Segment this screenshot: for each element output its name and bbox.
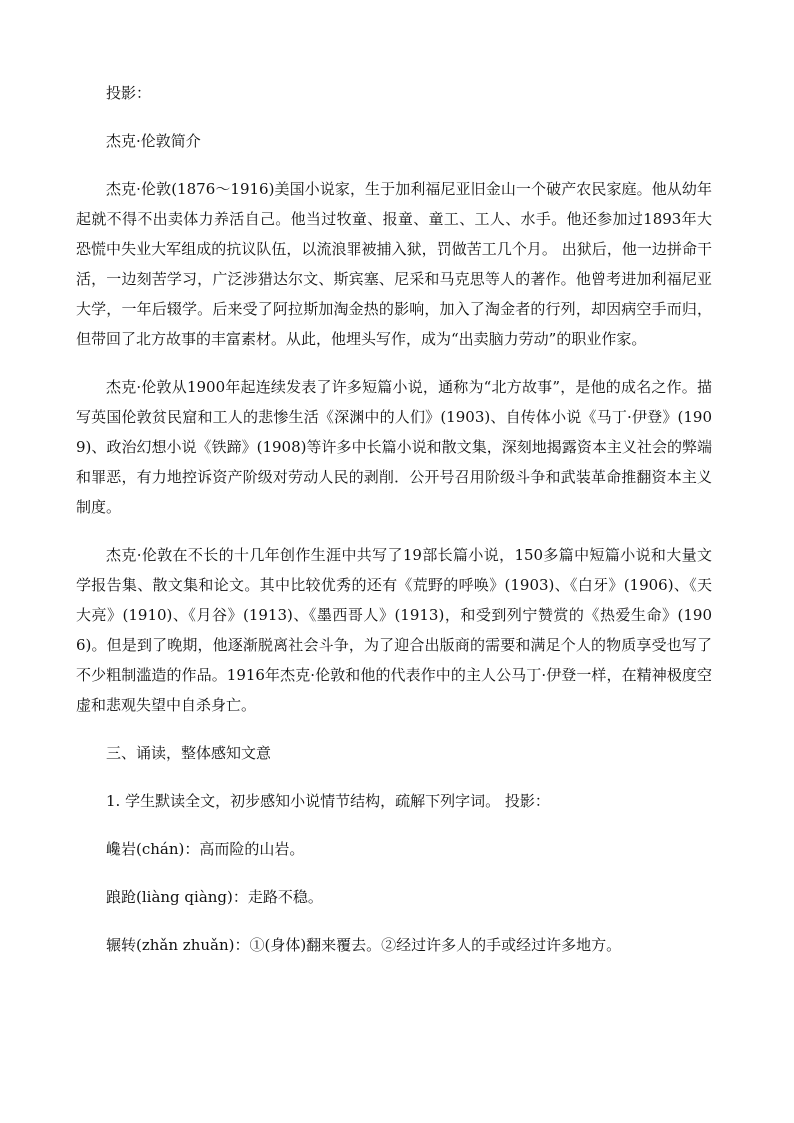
section-heading-reading: 三、诵读，整体感知文意: [106, 744, 272, 762]
instruction-item-1: 1. 学生默读全文，初步感知小说情节结构，疏解下列字词。 投影：: [106, 792, 550, 810]
paragraph-northern-stories: 杰克·伦敦从1900年起连续发表了许多短篇小说，通称为“北方故事”，是他的成名之作。描写英国伦敦贫民窟和工人的悲惨生活《深渊中的人们》(1903)、自传体小说《马丁·伊登》(1909)、政治幻想小说《铁蹄》(1908)等许多中长篇小说和散文集，深刻地揭露资本主义社会的弊端和罪恶，有力地控诉资产阶级对劳动人民的剥削．公开号召用阶级斗争和武装革命推翻资本主义制度。: [76, 378, 712, 516]
paragraph-biography: 杰克·伦敦(1876～1916)美国小说家，生于加利福尼亚旧金山一个破产农民家庭。他从幼年起就不得不出卖体力养活自己。他当过牧童、报童、童工、工人、水手。他还参加过1893年大恐慌中失业大军组成的抗议队伍，以流浪罪被捕入狱，罚做苦工几个月。 出狱后，他一边拼命干活，一边刻苦学习，广泛涉猎达尔文、斯宾塞、尼采和马克思等人的著作。他曾考进加利福尼亚大学，一年后辍学。后来受了阿拉斯加淘金热的影响，加入了淘金者的行列，却因病空手而归，但带回了北方故事的丰富素材。从此，他埋头写作，成为“出卖脑力劳动”的职业作家。: [76, 180, 712, 348]
vocab-item-chanyan: 巉岩(chán)：高而险的山岩。: [106, 840, 305, 858]
vocab-item-zhanzhuan: 辗转(zhǎn zhuǎn)：①(身体)翻来覆去。②经过许多人的手或经过许多地方。: [106, 936, 622, 954]
section-heading-jack-london-intro: 杰克·伦敦简介: [106, 132, 201, 150]
projection-label: 投影：: [106, 84, 152, 102]
document-body: [76, 78, 712, 978]
paragraph-works: 杰克·伦敦在不长的十几年创作生涯中共写了19部长篇小说，150多篇中短篇小说和大量文学报告集、散文集和论文。其中比较优秀的还有《荒野的呼唤》(1903)、《白牙》(1906)、《天大亮》(1910)、《月谷》(1913)、《墨西哥人》(1913)，和受到列宁赞赏的《热爱生命》(1906)。但是到了晚期，他逐渐脱离社会斗争，为了迎合出版商的需要和满足个人的物质享受也写了不少粗制滥造的作品。1916年杰克·伦敦和他的代表作中的主人公马丁·伊登一样，在精神极度空虚和悲观失望中自杀身亡。: [76, 546, 712, 714]
vocab-item-liangqiang: 踉跄(liàng qiàng)：走路不稳。: [106, 888, 323, 906]
